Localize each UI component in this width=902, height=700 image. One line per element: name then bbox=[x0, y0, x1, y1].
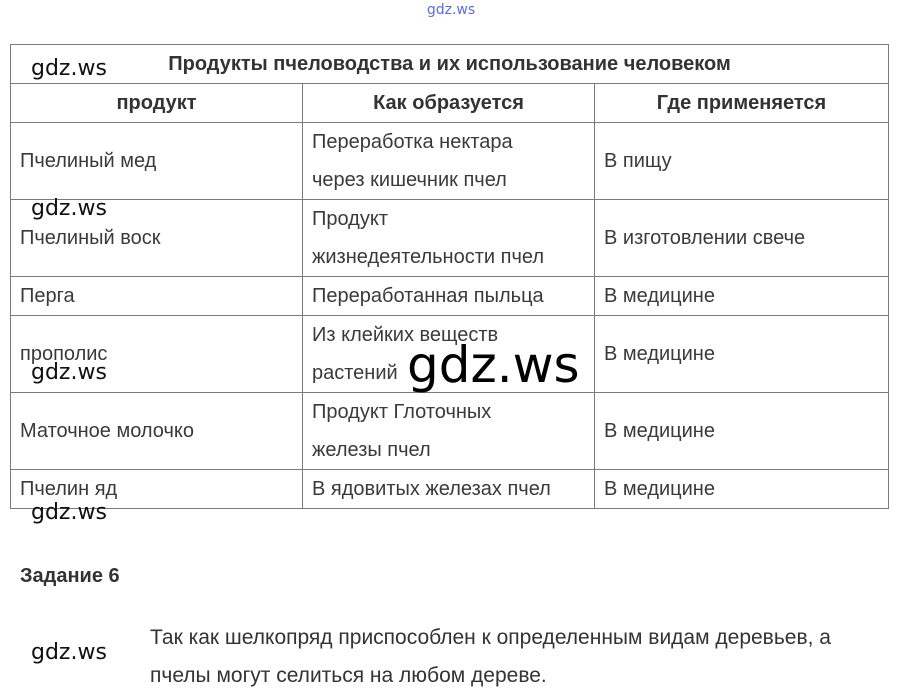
task-title: Задание 6 bbox=[20, 565, 120, 587]
cell-usage: В медицине bbox=[595, 277, 889, 316]
cell-usage: В изготовлении свече bbox=[595, 200, 889, 277]
cell-formation bbox=[303, 200, 595, 277]
cell-usage: В пищу bbox=[595, 123, 889, 200]
cell-formation-line: растений bbox=[312, 362, 398, 384]
cell-formation-line: Из клейких веществ bbox=[312, 324, 499, 346]
cell-formation-line: Переработанная пыльца bbox=[312, 285, 544, 307]
watermark-side: gdz.ws bbox=[31, 196, 107, 221]
answer-line: пчелы могут селиться на любом дереве. bbox=[150, 664, 547, 687]
cell-product: Пчелиный мед bbox=[11, 123, 303, 200]
cell-product: Перга bbox=[11, 277, 303, 316]
table-row bbox=[11, 200, 889, 277]
cell-formation-line: Продукт bbox=[312, 208, 388, 230]
table-row bbox=[11, 393, 889, 470]
cell-formation-line: жизнедеятельности пчел bbox=[312, 246, 544, 268]
table-row bbox=[11, 277, 889, 316]
header-usage: Где применяется bbox=[595, 84, 889, 123]
header-product: продукт bbox=[11, 84, 303, 123]
cell-formation-line: железы пчел bbox=[312, 439, 431, 461]
cell-formation bbox=[303, 393, 595, 470]
cell-formation-line: через кишечник пчел bbox=[312, 169, 507, 191]
watermark-side: gdz.ws bbox=[31, 360, 107, 385]
cell-usage: В медицине bbox=[595, 393, 889, 470]
cell-formation-line: Продукт Глоточных bbox=[312, 401, 492, 423]
cell-usage: В медицине bbox=[595, 470, 889, 509]
task-answer bbox=[150, 619, 890, 695]
table-row bbox=[11, 123, 889, 200]
cell-product: Пчелиный воск bbox=[11, 200, 303, 277]
table-row bbox=[11, 470, 889, 509]
cell-formation-line: Переработка нектара bbox=[312, 131, 513, 153]
cell-formation-line: В ядовитых железах пчел bbox=[312, 478, 551, 500]
watermark-side: gdz.ws bbox=[31, 56, 107, 81]
cell-usage: В медицине bbox=[595, 316, 889, 393]
answer-line: Так как шелкопряд приспособлен к определенным видам деревьев, а bbox=[150, 626, 831, 649]
cell-formation bbox=[303, 123, 595, 200]
cell-product: прополис bbox=[11, 316, 303, 393]
table-title: Продукты пчеловодства и их использование человеком bbox=[11, 45, 889, 84]
header-formation: Как образуется bbox=[303, 84, 595, 123]
cell-formation bbox=[303, 470, 595, 509]
watermark-top: gdz.ws bbox=[426, 2, 476, 18]
watermark-side: gdz.ws bbox=[31, 640, 107, 665]
cell-product: Пчелин яд bbox=[11, 470, 303, 509]
watermark-center: gdz.ws bbox=[407, 336, 580, 394]
watermark-side: gdz.ws bbox=[31, 500, 107, 525]
cell-product: Маточное молочко bbox=[11, 393, 303, 470]
bee-products-table bbox=[10, 44, 889, 509]
cell-formation bbox=[303, 277, 595, 316]
